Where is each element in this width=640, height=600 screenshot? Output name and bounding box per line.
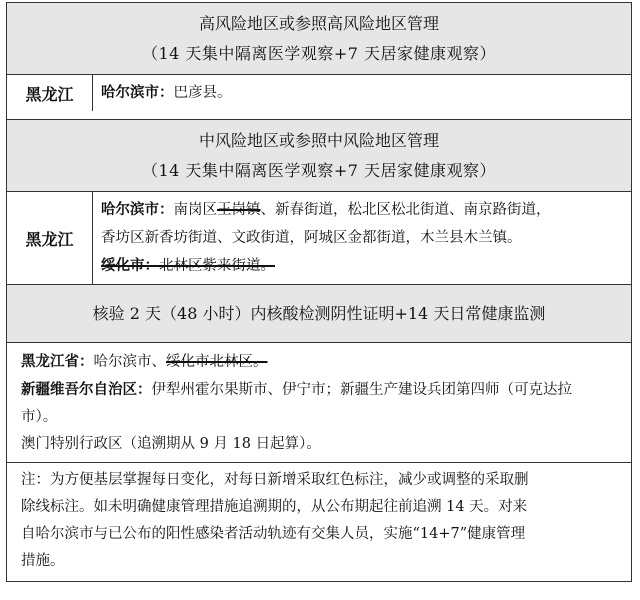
mid-risk-city1-text-b: 、新春街道，松北区松北街道、南京路街道，: [260, 202, 551, 218]
mid-risk-city2-strike: 北林区紫来街道。: [159, 258, 275, 274]
check-header: [7, 285, 631, 343]
high-risk-content: [93, 75, 631, 119]
high-risk-city-text: 巴彦县。: [173, 85, 232, 101]
note-line-1: 注：为方便基层掌握每日变化，对每日新增采取红色标注，减少或调整的采取删: [21, 472, 529, 488]
check-hlj-line: [21, 348, 621, 376]
check-xj-text-1: 伊犁州霍尔果斯市、伊宁市；新疆生产建设兵团第四师（可克达拉: [151, 382, 572, 398]
check-title: 核验 2 天（48 小时）内核酸检测阴性证明+14 天日常健康监测: [92, 304, 546, 323]
mid-risk-title: 中风险地区或参照中风险地区管理: [198, 131, 439, 150]
mid-risk-city2-line: [101, 252, 625, 280]
high-risk-region: 黑龙江: [7, 75, 93, 111]
check-hlj-strike: 绥化市北林区。: [166, 354, 268, 370]
document-table: [6, 2, 632, 582]
note-line-3: 自哈尔滨市与已公布的阳性感染者活动轨迹有交集人员，实施“14+7”健康管理: [21, 526, 526, 542]
check-hlj-text: 哈尔滨市、: [93, 354, 166, 370]
note-line-4: 措施。: [21, 553, 65, 569]
check-list: [7, 343, 631, 463]
high-risk-header: [7, 3, 631, 75]
mid-risk-city1-text-a: 南岗区: [173, 202, 217, 218]
mid-risk-region: 黑龙江: [7, 192, 93, 284]
note-line-2: 除线标注。如未明确健康管理措施追溯期的，从公布期起往前追溯 14 天。对来: [21, 499, 528, 515]
check-hlj-label: 黑龙江省：: [21, 353, 94, 370]
check-xj-line1: [21, 376, 621, 404]
mid-risk-city1-strike: 王岗镇: [217, 202, 261, 218]
check-xj-label: 新疆维吾尔自治区：: [21, 381, 152, 398]
mid-risk-city1-label: 哈尔滨市：: [101, 201, 174, 218]
check-xj-line2: 市）。: [21, 409, 58, 425]
check-macau-line: 澳门特别行政区（追溯期从 9 月 18 日起算）。: [21, 436, 321, 452]
mid-risk-row: [7, 192, 631, 285]
high-risk-subtitle: （14 天集中隔离医学观察+7 天居家健康观察）: [141, 44, 497, 63]
mid-risk-header: [7, 120, 631, 192]
high-risk-title: 高风险地区或参照高风险地区管理: [198, 14, 439, 33]
mid-risk-content: [93, 192, 631, 284]
mid-risk-city1-line1: [101, 196, 625, 224]
mid-risk-city1-line2: 香坊区新香坊街道、文政街道，阿城区金都街道，木兰县木兰镇。: [101, 230, 522, 246]
high-risk-row: [7, 75, 631, 120]
high-risk-city-label: 哈尔滨市：: [101, 84, 174, 101]
note-section: [7, 463, 631, 581]
mid-risk-subtitle: （14 天集中隔离医学观察+7 天居家健康观察）: [141, 161, 497, 180]
mid-risk-city2-label: 绥化市：: [101, 257, 159, 274]
